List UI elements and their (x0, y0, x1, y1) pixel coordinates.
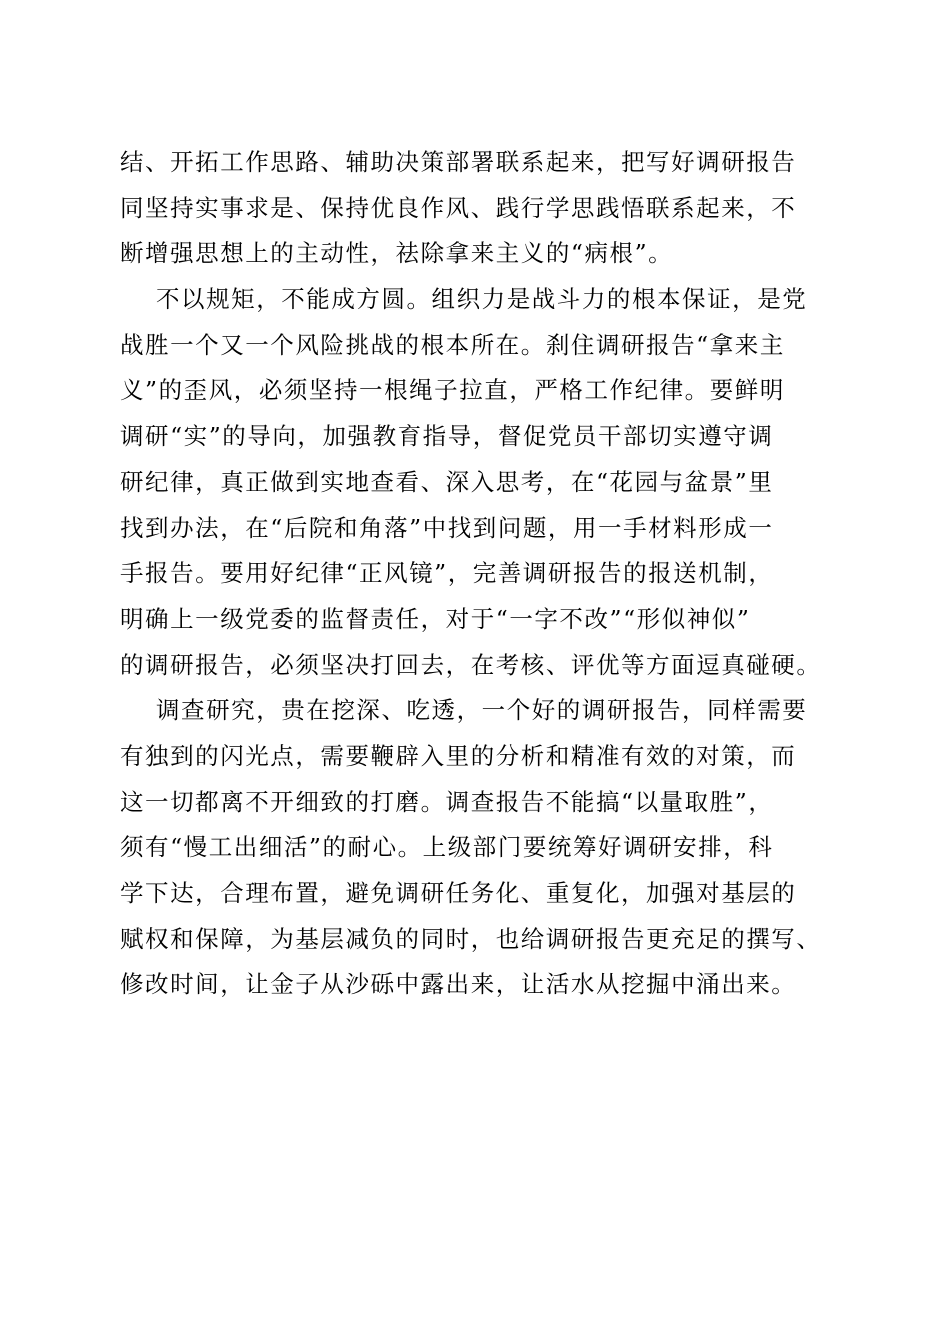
paragraph-3-line-7: 修改时间，让金子从沙砾中露出来，让活水从挖掘中涌出来。 (120, 970, 797, 999)
paragraph-1 (120, 140, 840, 277)
paragraph-3-line-1: 调查研究，贵在挖深、吃透，一个好的调研报告，同样需要 (156, 696, 808, 725)
paragraph-3-line-4: 须有“慢工出细活”的耐心。上级部门要统筹好调研安排，科 (120, 833, 774, 862)
paragraph-2-line-3: 义”的歪风，必须坚持一根绳子拉直，严格工作纪律。要鲜明 (120, 376, 785, 405)
paragraph-3-line-6: 赋权和保障，为基层减负的同时，也给调研报告更充足的撰写、 (120, 924, 822, 953)
paragraph-2 (120, 277, 840, 688)
paragraph-2-line-5: 研纪律，真正做到实地查看、深入思考，在“花园与盆景”里 (120, 467, 774, 496)
paragraph-2-line-7: 手报告。要用好纪律“正风镜”，完善调研报告的报送机制， (120, 559, 774, 588)
paragraph-3-line-2: 有独到的闪光点，需要鞭辟入里的分析和精准有效的对策，而 (120, 741, 797, 770)
paragraph-2-line-8: 明确上一级党委的监督责任，对于“一字不改”“形似神似” (120, 604, 751, 633)
paragraph-1-line-2: 同坚持实事求是、保持优良作风、践行学思践悟联系起来，不 (120, 193, 797, 222)
paragraph-1-line-1: 结、开拓工作思路、辅助决策部署联系起来，把写好调研报告 (120, 148, 797, 176)
paragraph-1-line-3: 断增强思想上的主动性，祛除拿来主义的“病根”。 (120, 239, 674, 268)
paragraph-3-line-5: 学下达，合理布置，避免调研任务化、重复化，加强对基层的 (120, 879, 797, 907)
paragraph-3-line-3: 这一切都离不开细致的打磨。调查报告不能搞“以量取胜”， (120, 787, 774, 816)
paragraph-3 (120, 688, 840, 1008)
paragraph-2-line-4: 调研“实”的导向，加强教育指导，督促党员干部切实遵守调 (120, 422, 774, 451)
document-body (120, 140, 840, 1008)
paragraph-2-line-1: 不以规矩，不能成方圆。组织力是战斗力的根本保证，是党 (156, 285, 808, 314)
paragraph-2-line-6: 找到办法，在“后院和角落”中找到问题，用一手材料形成一 (120, 513, 774, 542)
paragraph-2-line-9: 的调研报告，必须坚决打回去，在考核、评优等方面逗真碰硬。 (120, 650, 822, 679)
paragraph-2-line-2: 战胜一个又一个风险挑战的根本所在。刹住调研报告“拿来主 (120, 330, 785, 359)
